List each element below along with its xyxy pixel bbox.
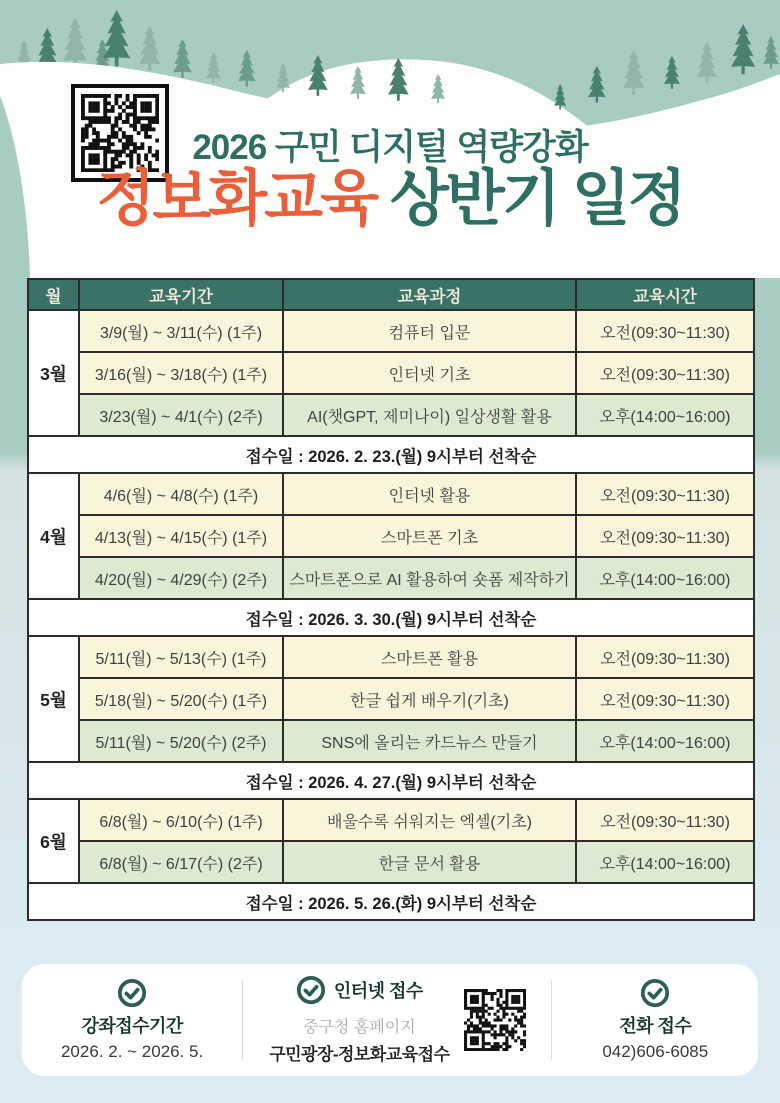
- month-cell: 5월: [28, 636, 79, 762]
- schedule-table: [27, 278, 755, 921]
- course-cell: 배울수록 쉬워지는 엑셀(기초): [283, 799, 576, 841]
- course-cell: 스마트폰 기초: [283, 515, 576, 557]
- period-cell: 5/11(월) ~ 5/13(수) (1주): [79, 636, 283, 678]
- enrollment-title: 강좌접수기간: [81, 1016, 183, 1036]
- month-cell: 3월: [28, 310, 79, 436]
- time-cell: 오전(09:30~11:30): [576, 473, 754, 515]
- register-date: 접수일 : 2026. 5. 26.(화) 9시부터 선착순: [28, 883, 754, 920]
- period-cell: 6/8(월) ~ 6/17(수) (2주): [79, 841, 283, 883]
- register-row: [28, 883, 754, 920]
- page-title-accent: 정보화교육: [96, 164, 377, 232]
- period-cell: 3/23(월) ~ 4/1(수) (2주): [79, 394, 283, 436]
- enrollment-dates: 2026. 2. ~ 2026. 5.: [60, 1042, 204, 1061]
- register-row: [28, 436, 754, 473]
- month-cell: 6월: [28, 799, 79, 883]
- time-cell: 오전(09:30~11:30): [576, 310, 754, 352]
- col-header-month: 월: [28, 279, 79, 310]
- table-row: [28, 720, 754, 762]
- footer-internet-registration: [243, 964, 551, 1076]
- footer-phone-registration: [552, 964, 758, 1076]
- footer-card: [22, 964, 758, 1076]
- time-cell: 오후(14:00~16:00): [576, 841, 754, 883]
- register-row: [28, 762, 754, 799]
- time-cell: 오전(09:30~11:30): [576, 515, 754, 557]
- period-cell: 3/9(월) ~ 3/11(수) (1주): [79, 310, 283, 352]
- register-date: 접수일 : 2026. 4. 27.(월) 9시부터 선착순: [28, 762, 754, 799]
- table-row: [28, 352, 754, 394]
- course-cell: 스마트폰으로 AI 활용하여 숏폼 제작하기: [283, 557, 576, 599]
- table-row: [28, 473, 754, 515]
- course-cell: 스마트폰 활용: [283, 636, 576, 678]
- col-header-period: 교육기간: [79, 279, 283, 310]
- time-cell: 오전(09:30~11:30): [576, 799, 754, 841]
- table-row: [28, 799, 754, 841]
- check-circle-icon: [640, 978, 670, 1008]
- course-cell: 한글 쉽게 배우기(기초): [283, 678, 576, 720]
- page-title-rest: 상반기 일정: [376, 164, 684, 232]
- check-circle-icon: [296, 975, 326, 1005]
- table-header-row: [28, 279, 754, 310]
- time-cell: 오전(09:30~11:30): [576, 678, 754, 720]
- course-cell: 인터넷 활용: [283, 473, 576, 515]
- footer-enrollment-period: [22, 964, 242, 1076]
- course-cell: 한글 문서 활용: [283, 841, 576, 883]
- course-cell: 컴퓨터 입문: [283, 310, 576, 352]
- page-title: [0, 165, 780, 232]
- phone-number: 042)606-6085: [602, 1042, 709, 1061]
- time-cell: 오후(14:00~16:00): [576, 720, 754, 762]
- table-row: [28, 394, 754, 436]
- period-cell: 6/8(월) ~ 6/10(수) (1주): [79, 799, 283, 841]
- time-cell: 오전(09:30~11:30): [576, 636, 754, 678]
- table-row: [28, 678, 754, 720]
- table-row: [28, 310, 754, 352]
- period-cell: 5/18(월) ~ 5/20(수) (1주): [79, 678, 283, 720]
- course-cell: SNS에 올리는 카드뉴스 만들기: [283, 720, 576, 762]
- month-cell: 4월: [28, 473, 79, 599]
- qr-code-footer: [464, 989, 526, 1051]
- internet-path: 구민광장-정보화교육접수: [269, 1045, 450, 1064]
- register-date: 접수일 : 2026. 3. 30.(월) 9시부터 선착순: [28, 599, 754, 636]
- register-row: [28, 599, 754, 636]
- period-cell: 4/6(월) ~ 4/8(수) (1주): [79, 473, 283, 515]
- table-row: [28, 557, 754, 599]
- flyer-subtitle: 2026 구민 디지털 역량강화: [192, 128, 588, 167]
- internet-site: 중구청 홈페이지: [303, 1019, 416, 1036]
- phone-title: 전화 접수: [619, 1016, 692, 1036]
- course-cell: AI(챗GPT, 제미나이) 일상생활 활용: [283, 394, 576, 436]
- table-row: [28, 636, 754, 678]
- qr-code-footer-pattern: [464, 989, 526, 1051]
- qr-code-top-pattern: [81, 94, 159, 172]
- col-header-course: 교육과정: [283, 279, 576, 310]
- time-cell: 오후(14:00~16:00): [576, 557, 754, 599]
- course-cell: 인터넷 기초: [283, 352, 576, 394]
- period-cell: 5/11(월) ~ 5/20(수) (2주): [79, 720, 283, 762]
- period-cell: 4/13(월) ~ 4/15(수) (1주): [79, 515, 283, 557]
- register-date: 접수일 : 2026. 2. 23.(월) 9시부터 선착순: [28, 436, 754, 473]
- time-cell: 오전(09:30~11:30): [576, 352, 754, 394]
- period-cell: 4/20(월) ~ 4/29(수) (2주): [79, 557, 283, 599]
- internet-title: 인터넷 접수: [333, 981, 423, 1001]
- table-row: [28, 515, 754, 557]
- table-row: [28, 841, 754, 883]
- col-header-time: 교육시간: [576, 279, 754, 310]
- check-circle-icon: [117, 978, 147, 1008]
- period-cell: 3/16(월) ~ 3/18(수) (1주): [79, 352, 283, 394]
- time-cell: 오후(14:00~16:00): [576, 394, 754, 436]
